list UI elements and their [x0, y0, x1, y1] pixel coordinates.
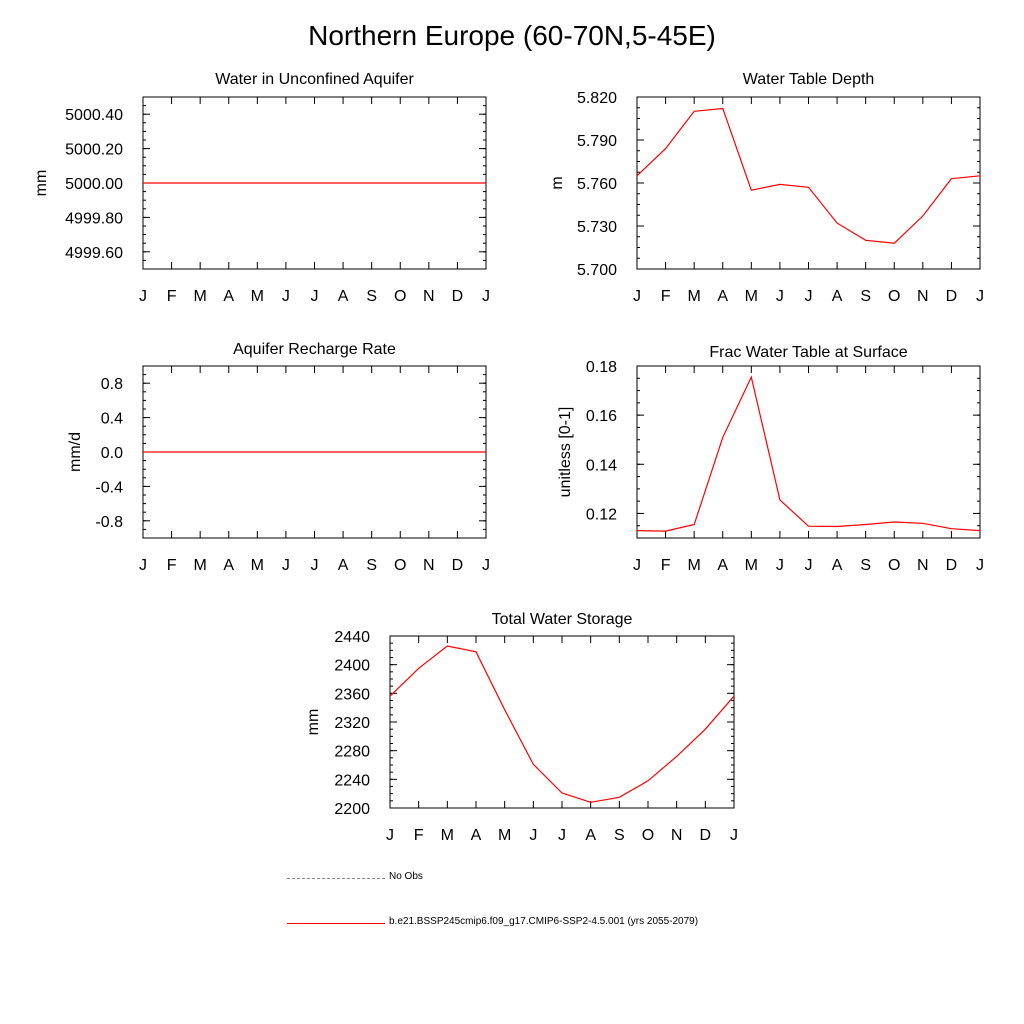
x-tick-label: M [687, 557, 701, 574]
x-tick-label: O [888, 288, 901, 305]
y-tick-label: 5.700 [576, 262, 617, 279]
x-tick-label: J [310, 288, 319, 305]
x-tick-label: A [831, 557, 843, 574]
x-tick-label: M [250, 557, 264, 574]
chart-title: Water in Unconfined Aquifer [215, 71, 414, 88]
x-tick-label: J [633, 288, 641, 305]
x-tick-label: J [976, 288, 984, 305]
x-tick-label: N [423, 557, 435, 574]
y-axis-label: m [549, 176, 566, 190]
x-tick-label: J [139, 288, 147, 305]
plot-frame [390, 636, 734, 808]
y-tick-label: 0.14 [585, 457, 617, 475]
x-tick-label: N [917, 288, 929, 305]
y-tick-label: -0.8 [95, 513, 123, 531]
x-tick-label: F [660, 288, 671, 305]
x-tick-label: M [193, 557, 207, 574]
series-line [637, 109, 980, 244]
x-tick-label: F [166, 288, 177, 305]
x-tick-label: M [440, 827, 454, 844]
x-tick-label: N [670, 827, 683, 844]
chart-title: Aquifer Recharge Rate [233, 341, 396, 358]
chart-title: Frac Water Table at Surface [709, 344, 908, 361]
x-tick-label: N [917, 557, 929, 574]
y-tick-label: 2320 [334, 715, 370, 732]
x-tick-label: S [366, 288, 378, 305]
y-tick-label: 4999.80 [65, 210, 123, 228]
y-tick-label: 5000.20 [65, 141, 123, 159]
x-tick-label: J [281, 288, 290, 305]
chart-aquifer [33, 71, 490, 305]
x-tick-label: J [281, 557, 290, 574]
x-tick-label: A [470, 827, 482, 844]
x-tick-label: S [366, 557, 378, 574]
x-tick-label: A [717, 288, 729, 305]
x-tick-label: O [394, 557, 407, 574]
x-tick-label: J [775, 288, 784, 305]
y-tick-label: 0.8 [100, 376, 123, 394]
legend-label-model: b.e21.BSSP245cmip6.f09_g17.CMIP6-SSP2-4.5.001 (yrs 2055-2079) [389, 916, 699, 927]
y-tick-label: 5.820 [576, 90, 617, 107]
x-tick-label: O [394, 288, 407, 305]
x-tick-label: A [223, 288, 235, 305]
page-title: Northern Europe (60-70N,5-45E) [308, 20, 716, 51]
y-tick-label: 2240 [334, 772, 370, 790]
x-tick-label: J [386, 827, 394, 844]
x-tick-label: J [482, 557, 490, 574]
y-tick-label: 2440 [334, 629, 370, 646]
x-tick-label: A [223, 557, 235, 574]
y-tick-label: 4999.60 [65, 244, 123, 262]
x-tick-label: M [498, 827, 512, 844]
x-tick-label: J [482, 288, 490, 305]
y-tick-label: 0.18 [585, 359, 617, 376]
x-tick-label: J [529, 827, 538, 844]
chart-title: Total Water Storage [491, 611, 633, 628]
x-tick-label: J [976, 557, 984, 574]
y-tick-label: 2280 [334, 743, 370, 761]
x-tick-label: J [775, 557, 784, 574]
y-axis-label: mm [33, 169, 50, 197]
x-tick-label: O [888, 557, 901, 574]
y-tick-label: 5.730 [576, 219, 617, 236]
y-tick-label: 0.16 [585, 408, 617, 426]
x-tick-label: A [831, 288, 843, 305]
legend-label-obs: No Obs [389, 871, 423, 882]
plot-frame [637, 97, 980, 269]
plot-frame [637, 366, 980, 538]
x-tick-label: D [699, 827, 712, 844]
y-tick-label: 0.4 [100, 410, 123, 428]
x-tick-label: J [804, 557, 813, 574]
x-tick-label: J [804, 288, 813, 305]
x-tick-label: J [310, 557, 319, 574]
x-tick-label: S [860, 288, 872, 305]
y-tick-label: 5.760 [576, 176, 617, 193]
y-tick-label: 5000.40 [65, 107, 123, 125]
chart-title: Water Table Depth [742, 71, 875, 88]
series-line [637, 377, 980, 531]
series-line [390, 646, 734, 802]
x-tick-label: A [585, 827, 597, 844]
x-tick-label: O [641, 827, 655, 844]
x-tick-label: S [613, 827, 625, 844]
legend-swatch-model [287, 923, 385, 924]
y-axis-label: mm/d [67, 432, 84, 472]
x-tick-label: D [451, 557, 464, 574]
x-tick-label: M [744, 557, 758, 574]
y-tick-label: 2200 [334, 801, 370, 818]
y-tick-label: 5000.00 [65, 176, 123, 193]
x-tick-label: J [730, 827, 738, 844]
x-tick-label: A [717, 557, 729, 574]
x-tick-label: M [687, 288, 701, 305]
x-tick-label: M [250, 288, 264, 305]
x-tick-label: F [166, 557, 177, 574]
x-tick-label: N [423, 288, 435, 305]
legend-swatch-obs [287, 878, 385, 879]
x-tick-label: A [337, 288, 349, 305]
x-tick-label: S [860, 557, 872, 574]
x-tick-label: D [451, 288, 464, 305]
y-tick-label: 0.12 [585, 506, 617, 524]
x-tick-label: F [413, 827, 424, 844]
x-tick-label: D [945, 288, 958, 305]
chart-wtd [549, 71, 984, 305]
y-tick-label: -0.4 [95, 479, 123, 497]
x-tick-label: J [558, 827, 566, 844]
x-tick-label: A [337, 557, 349, 574]
y-tick-label: 2360 [334, 686, 370, 704]
y-axis-label: mm [305, 708, 322, 736]
y-tick-label: 2400 [334, 657, 370, 675]
chart-recharge [67, 341, 490, 574]
y-axis-label: unitless [0-1] [557, 406, 574, 498]
x-tick-label: D [945, 557, 958, 574]
chart-frac [557, 344, 984, 574]
x-tick-label: M [193, 288, 207, 305]
x-tick-label: J [139, 557, 147, 574]
x-tick-label: M [744, 288, 758, 305]
y-tick-label: 5.790 [576, 133, 617, 150]
x-tick-label: J [633, 557, 641, 574]
y-tick-label: 0.0 [100, 445, 123, 462]
x-tick-label: F [660, 557, 671, 574]
chart-tws [305, 611, 738, 844]
